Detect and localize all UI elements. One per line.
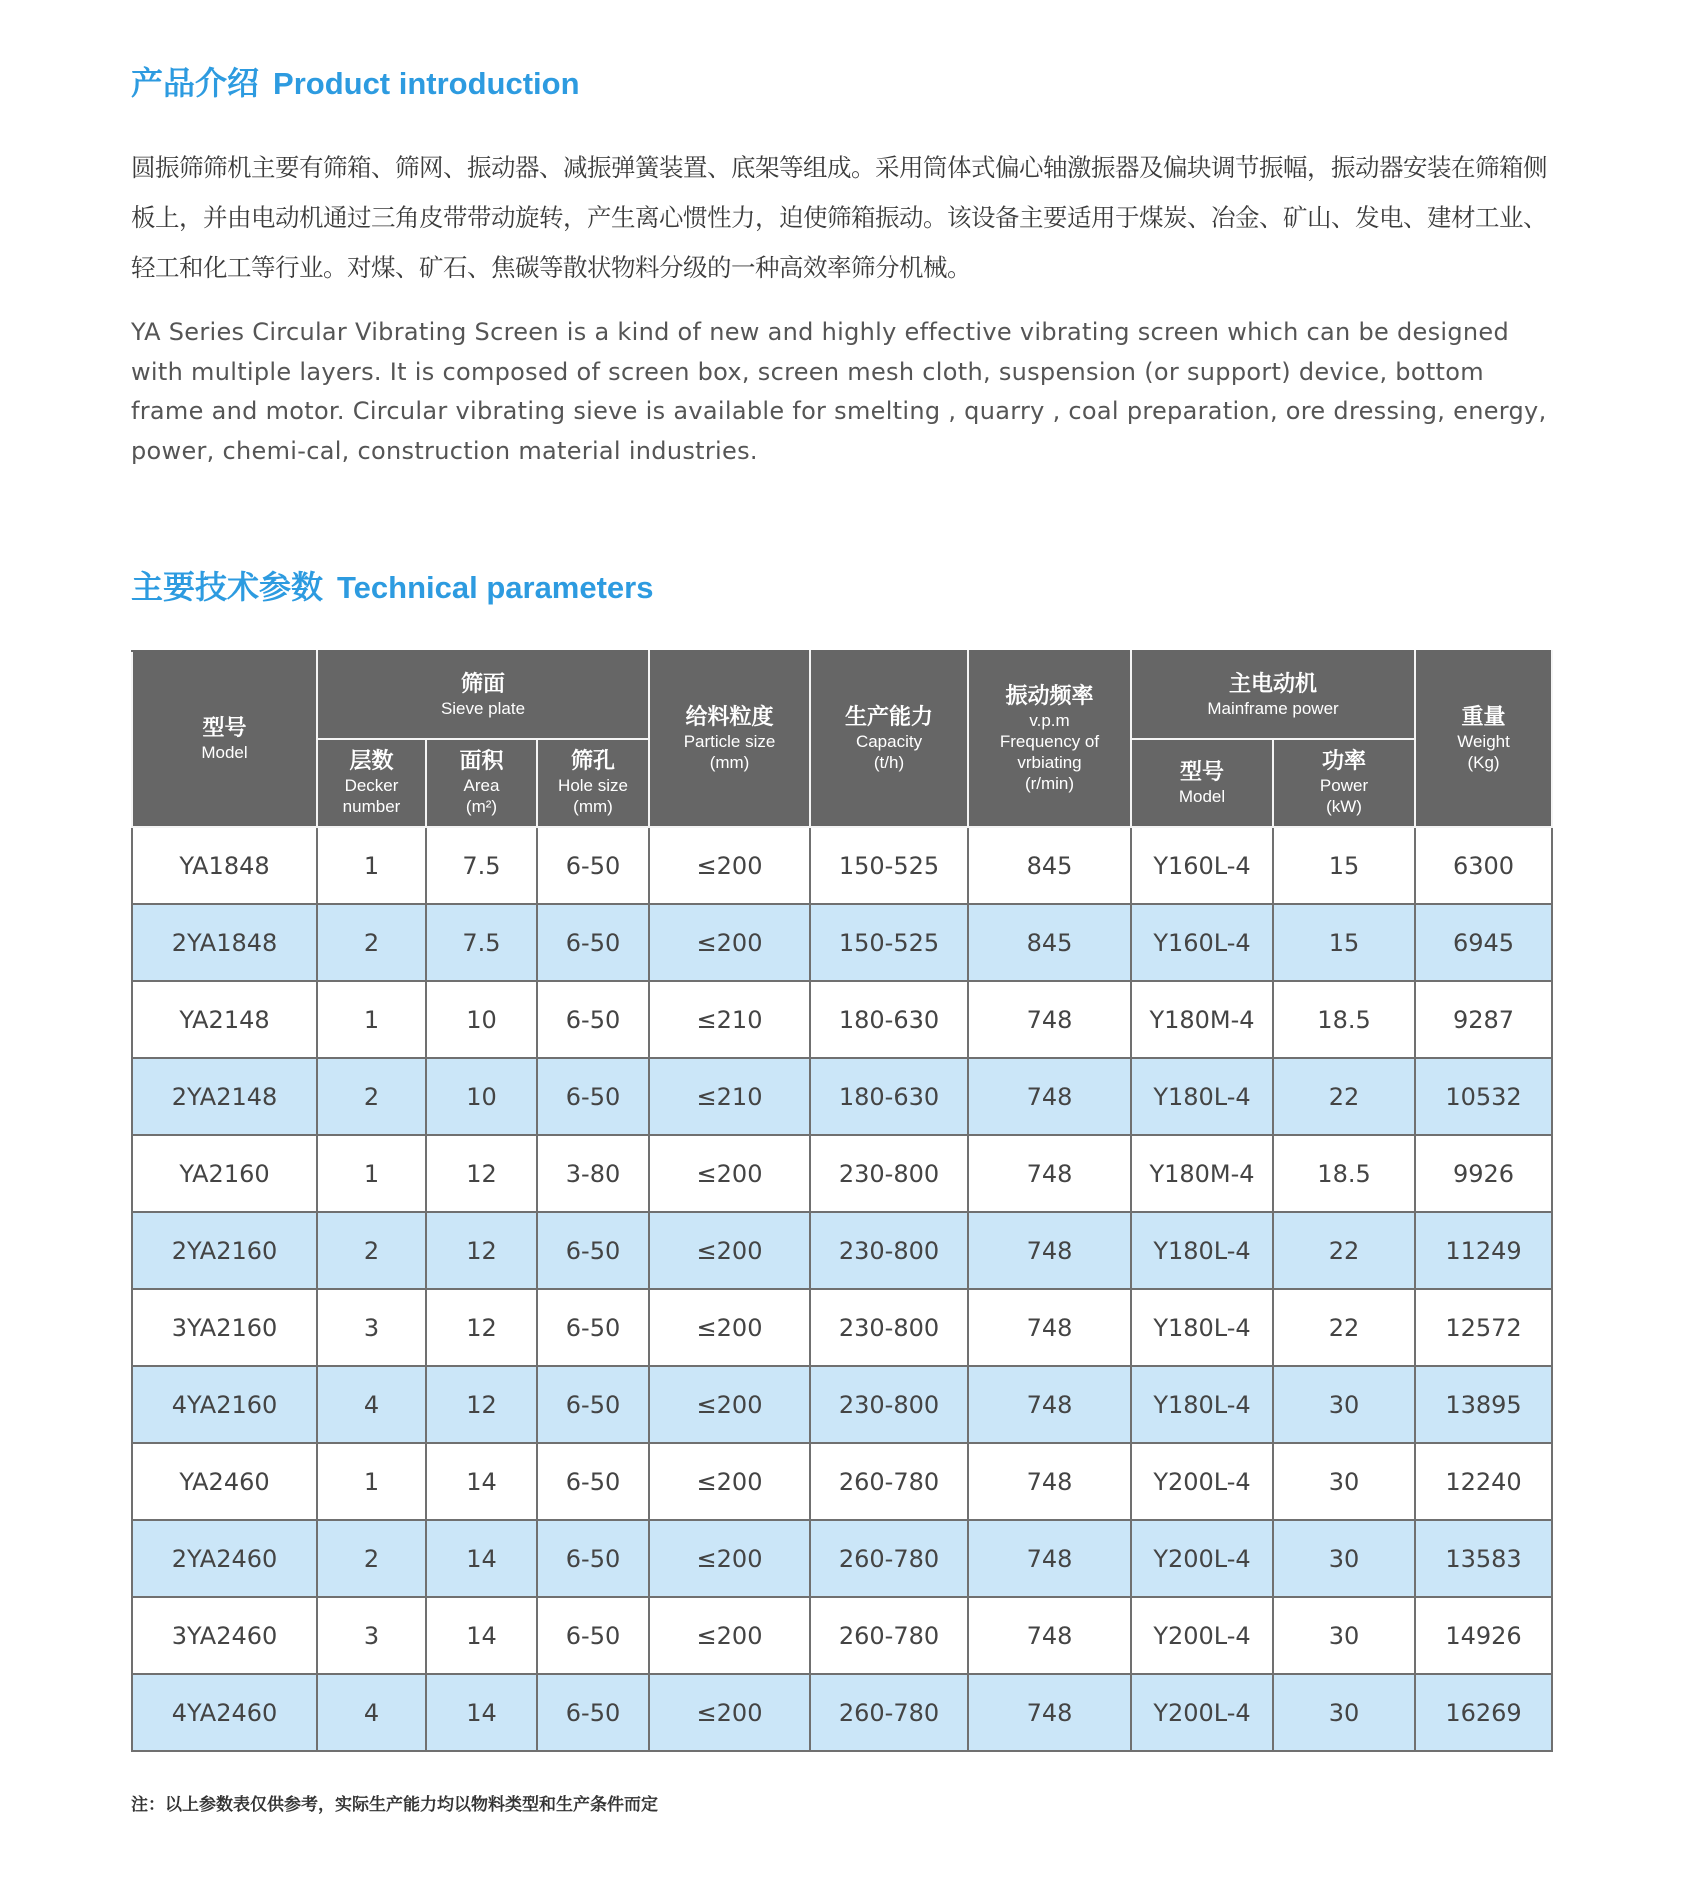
cell-hole: 6-50	[537, 1443, 649, 1520]
cell-weight: 11249	[1415, 1212, 1552, 1289]
cell-weight: 6300	[1415, 827, 1552, 904]
table-row	[132, 1366, 1552, 1443]
cell-model: 4YA2160	[132, 1366, 317, 1443]
cell-hole: 6-50	[537, 1212, 649, 1289]
cell-particle: ≤210	[649, 1058, 810, 1135]
intro-text-zh: 圆振筛筛机主要有筛箱、筛网、振动器、减振弹簧装置、底架等组成。采用筒体式偏心轴激振器及偏块调节振幅，振动器安装在筛箱侧板上，并由电动机通过三角皮带带动旋转，产生离心惯性力，迫使筛箱振动。该设备主要适用于煤炭、冶金、矿山、发电、建材工业、轻工和化工等行业。对煤、矿石、焦碳等散状物料分级的一种高效率筛分机械。	[131, 153, 1547, 282]
cell-weight: 16269	[1415, 1674, 1552, 1751]
title-en: Product introduction	[273, 66, 580, 101]
product-introduction-title	[131, 58, 580, 104]
cell-particle: ≤200	[649, 1674, 810, 1751]
parameters-table	[131, 650, 1553, 1752]
header-particle-unit: (mm)	[709, 753, 750, 772]
cell-hole: 6-50	[537, 1597, 649, 1674]
cell-motor-model: Y180L-4	[1131, 1289, 1273, 1366]
cell-hole: 3-80	[537, 1135, 649, 1212]
cell-motor-model: Y200L-4	[1131, 1520, 1273, 1597]
cell-capacity: 230-800	[810, 1135, 968, 1212]
intro-text-en: YA Series Circular Vibrating Screen is a kind of new and highly effective vibrating screen which can be designed with multiple layers. It is composed of screen box, screen mesh cloth, suspension (or support) device, bottom frame and motor. Circular vibrating sieve is available for smelting , quarry , coal preparation, ore dressing, energy, power, chemi-cal, construction material industries.	[131, 318, 1547, 465]
header-power	[1273, 739, 1415, 827]
cell-area: 10	[426, 1058, 537, 1135]
cell-frequency: 748	[968, 1674, 1131, 1751]
table-row	[132, 1674, 1552, 1751]
cell-frequency: 748	[968, 1597, 1131, 1674]
table-row	[132, 1597, 1552, 1674]
cell-weight: 10532	[1415, 1058, 1552, 1135]
cell-hole: 6-50	[537, 1289, 649, 1366]
cell-weight: 6945	[1415, 904, 1552, 981]
header-sieve-zh: 筛面	[461, 671, 506, 697]
cell-weight: 12572	[1415, 1289, 1552, 1366]
cell-particle: ≤200	[649, 827, 810, 904]
title-zh: 主要技术参数	[131, 568, 324, 606]
header-power-en: Power	[1319, 776, 1369, 795]
table-row	[132, 904, 1552, 981]
table-row	[132, 1289, 1552, 1366]
table-row	[132, 827, 1552, 904]
cell-motor-model: Y160L-4	[1131, 827, 1273, 904]
cell-model: YA2160	[132, 1135, 317, 1212]
cell-model: 3YA2160	[132, 1289, 317, 1366]
cell-decker: 2	[317, 904, 426, 981]
cell-decker: 2	[317, 1212, 426, 1289]
header-decker	[317, 739, 426, 827]
header-frequency-en: v.p.m	[1029, 711, 1070, 730]
cell-area: 12	[426, 1366, 537, 1443]
header-frequency	[968, 651, 1131, 827]
cell-decker: 2	[317, 1058, 426, 1135]
cell-model: YA1848	[132, 827, 317, 904]
header-capacity-zh: 生产能力	[845, 705, 934, 730]
cell-particle: ≤200	[649, 904, 810, 981]
cell-frequency: 748	[968, 1520, 1131, 1597]
header-motor-model	[1131, 739, 1273, 827]
cell-model: 4YA2460	[132, 1674, 317, 1751]
cell-decker: 1	[317, 1443, 426, 1520]
cell-weight: 12240	[1415, 1443, 1552, 1520]
cell-motor-model: Y180L-4	[1131, 1212, 1273, 1289]
cell-particle: ≤200	[649, 1135, 810, 1212]
cell-weight: 9926	[1415, 1135, 1552, 1212]
header-weight	[1415, 651, 1552, 827]
cell-power: 15	[1273, 827, 1415, 904]
cell-motor-model: Y180M-4	[1131, 1135, 1273, 1212]
cell-particle: ≤200	[649, 1520, 810, 1597]
table-row	[132, 1520, 1552, 1597]
cell-capacity: 150-525	[810, 827, 968, 904]
cell-capacity: 260-780	[810, 1443, 968, 1520]
cell-capacity: 230-800	[810, 1366, 968, 1443]
cell-frequency: 845	[968, 904, 1131, 981]
cell-power: 30	[1273, 1366, 1415, 1443]
cell-hole: 6-50	[537, 1058, 649, 1135]
cell-motor-model: Y200L-4	[1131, 1443, 1273, 1520]
footnote: 注：以上参数表仅供参考，实际生产能力均以物料类型和生产条件而定	[131, 1795, 658, 1815]
cell-motor-model: Y180M-4	[1131, 981, 1273, 1058]
table-row	[132, 1058, 1552, 1135]
cell-decker: 2	[317, 1520, 426, 1597]
cell-model: YA2148	[132, 981, 317, 1058]
cell-area: 12	[426, 1212, 537, 1289]
header-particle	[649, 651, 810, 827]
header-sieve	[317, 651, 649, 739]
header-motor-model-en: Model	[1178, 786, 1226, 806]
header-model-zh: 型号	[202, 715, 247, 741]
cell-particle: ≤200	[649, 1366, 810, 1443]
cell-weight: 9287	[1415, 981, 1552, 1058]
header-power-unit: (kW)	[1326, 797, 1362, 816]
cell-decker: 3	[317, 1289, 426, 1366]
header-area	[426, 739, 537, 827]
header-hole-zh: 筛孔	[571, 749, 616, 774]
cell-decker: 1	[317, 827, 426, 904]
cell-power: 18.5	[1273, 1135, 1415, 1212]
header-frequency-zh: 振动频率	[1005, 684, 1094, 709]
table-row	[132, 981, 1552, 1058]
header-area-zh: 面积	[459, 749, 504, 774]
cell-frequency: 748	[968, 1366, 1131, 1443]
table-body	[132, 827, 1552, 1751]
cell-capacity: 230-800	[810, 1289, 968, 1366]
header-frequency-en3: vrbiating	[1017, 753, 1082, 772]
cell-area: 12	[426, 1135, 537, 1212]
header-particle-en: Particle size	[683, 732, 776, 751]
cell-area: 7.5	[426, 827, 537, 904]
cell-capacity: 180-630	[810, 981, 968, 1058]
cell-power: 30	[1273, 1597, 1415, 1674]
cell-decker: 1	[317, 981, 426, 1058]
cell-weight: 13895	[1415, 1366, 1552, 1443]
cell-frequency: 748	[968, 1443, 1131, 1520]
cell-area: 12	[426, 1289, 537, 1366]
technical-parameters-title	[131, 562, 653, 608]
header-power-zh: 功率	[1322, 749, 1367, 774]
cell-hole: 6-50	[537, 1366, 649, 1443]
cell-area: 10	[426, 981, 537, 1058]
cell-area: 14	[426, 1520, 537, 1597]
cell-decker: 4	[317, 1674, 426, 1751]
cell-particle: ≤200	[649, 1443, 810, 1520]
header-motor-model-zh: 型号	[1180, 759, 1225, 785]
header-capacity-en: Capacity	[855, 732, 923, 751]
header-area-unit: (m²)	[465, 797, 498, 816]
table-row	[132, 1443, 1552, 1520]
cell-power: 22	[1273, 1289, 1415, 1366]
cell-power: 22	[1273, 1212, 1415, 1289]
cell-model: 2YA2460	[132, 1520, 317, 1597]
cell-power: 18.5	[1273, 981, 1415, 1058]
cell-power: 30	[1273, 1443, 1415, 1520]
cell-particle: ≤200	[649, 1597, 810, 1674]
cell-model: YA2460	[132, 1443, 317, 1520]
header-motor	[1131, 651, 1415, 739]
header-model	[132, 651, 317, 827]
table-row	[132, 1135, 1552, 1212]
cell-capacity: 150-525	[810, 904, 968, 981]
cell-capacity: 260-780	[810, 1597, 968, 1674]
cell-model: 2YA2148	[132, 1058, 317, 1135]
header-decker-en2: number	[342, 797, 401, 816]
header-frequency-unit: (r/min)	[1024, 774, 1075, 793]
header-sieve-en: Sieve plate	[440, 698, 526, 718]
header-area-en: Area	[463, 776, 500, 795]
cell-area: 14	[426, 1674, 537, 1751]
cell-hole: 6-50	[537, 981, 649, 1058]
cell-frequency: 748	[968, 1289, 1131, 1366]
cell-weight: 14926	[1415, 1597, 1552, 1674]
cell-capacity: 260-780	[810, 1674, 968, 1751]
cell-motor-model: Y180L-4	[1131, 1366, 1273, 1443]
cell-capacity: 230-800	[810, 1212, 968, 1289]
header-capacity-unit: (t/h)	[873, 753, 905, 772]
cell-capacity: 180-630	[810, 1058, 968, 1135]
cell-area: 14	[426, 1597, 537, 1674]
cell-capacity: 260-780	[810, 1520, 968, 1597]
cell-particle: ≤210	[649, 981, 810, 1058]
cell-frequency: 748	[968, 981, 1131, 1058]
header-model-en: Model	[201, 742, 248, 762]
cell-hole: 6-50	[537, 904, 649, 981]
cell-particle: ≤200	[649, 1212, 810, 1289]
cell-area: 7.5	[426, 904, 537, 981]
cell-power: 30	[1273, 1520, 1415, 1597]
header-particle-zh: 给料粒度	[685, 705, 774, 730]
header-hole	[537, 739, 649, 827]
cell-decker: 4	[317, 1366, 426, 1443]
cell-weight: 13583	[1415, 1520, 1552, 1597]
header-motor-en: Mainframe power	[1207, 698, 1339, 718]
cell-motor-model: Y180L-4	[1131, 1058, 1273, 1135]
cell-frequency: 748	[968, 1058, 1131, 1135]
header-hole-unit: (mm)	[573, 797, 613, 816]
cell-decker: 3	[317, 1597, 426, 1674]
cell-motor-model: Y160L-4	[1131, 904, 1273, 981]
header-weight-zh: 重量	[1461, 705, 1506, 730]
cell-motor-model: Y200L-4	[1131, 1597, 1273, 1674]
cell-hole: 6-50	[537, 1674, 649, 1751]
cell-model: 3YA2460	[132, 1597, 317, 1674]
cell-model: 2YA2160	[132, 1212, 317, 1289]
cell-model: 2YA1848	[132, 904, 317, 981]
header-motor-zh: 主电动机	[1229, 671, 1318, 697]
header-decker-en: Decker	[344, 776, 399, 795]
cell-hole: 6-50	[537, 827, 649, 904]
cell-power: 15	[1273, 904, 1415, 981]
title-zh: 产品介绍	[131, 64, 260, 102]
cell-power: 22	[1273, 1058, 1415, 1135]
cell-hole: 6-50	[537, 1520, 649, 1597]
cell-frequency: 748	[968, 1212, 1131, 1289]
header-weight-unit: (Kg)	[1467, 753, 1500, 772]
title-en: Technical parameters	[337, 570, 654, 605]
header-frequency-en2: Frequency of	[999, 732, 1100, 751]
cell-particle: ≤200	[649, 1289, 810, 1366]
header-capacity	[810, 651, 968, 827]
table-row	[132, 1212, 1552, 1289]
header-hole-en: Hole size	[558, 776, 628, 795]
cell-frequency: 748	[968, 1135, 1131, 1212]
cell-motor-model: Y200L-4	[1131, 1674, 1273, 1751]
cell-power: 30	[1273, 1674, 1415, 1751]
cell-frequency: 845	[968, 827, 1131, 904]
cell-area: 14	[426, 1443, 537, 1520]
header-weight-en: Weight	[1457, 732, 1510, 751]
header-decker-zh: 层数	[349, 749, 394, 774]
cell-decker: 1	[317, 1135, 426, 1212]
